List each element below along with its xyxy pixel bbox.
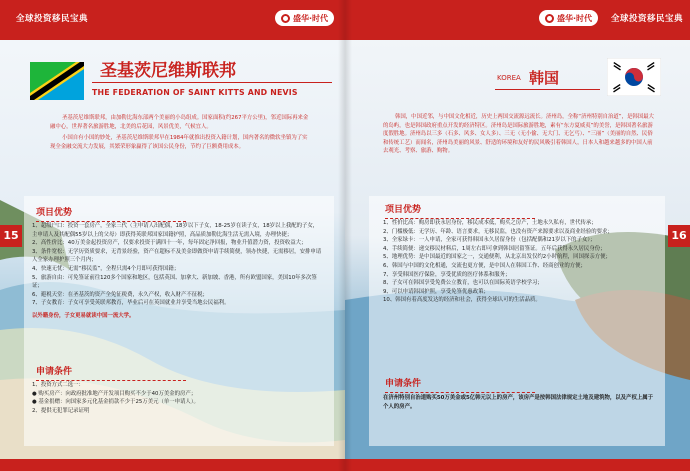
right-page (345, 0, 690, 471)
header-bar (345, 0, 690, 40)
advantage-footer: 以外籍身份，子女更易就读中国一流大学。 (32, 312, 135, 319)
flag-icon (30, 62, 84, 100)
list-item: 7、子女教育：子女可享受英联邦教育，毕业后可在英国就业并享受当地公民福利。 (32, 300, 230, 307)
intro-text (50, 114, 312, 151)
list-item: 6、避税天堂：在圣基茨的资产全免征税费，永久产权，收入财产不征税； (32, 291, 208, 298)
logo-icon (281, 14, 290, 23)
list-item: 6、韩国与中国的文化相通，交流也更方便，是中国人在韩国工作、经商创业的方便； (383, 262, 586, 269)
conditions-heading: 申请条件 (36, 364, 186, 381)
country-title-en: THE FEDERATION OF SAINT KITTS AND NEVIS (92, 88, 298, 97)
advantages-list (32, 222, 322, 321)
list-item: 9、可以申请韩国护照，享受免签优惠政策； (383, 288, 489, 295)
list-item: 1、投资方式二选一： (32, 382, 84, 388)
advantages-heading: 项目优势 (36, 205, 186, 222)
list-item: 1、超级户口：投资一套房产，全家三代（主申请人出配偶，18岁以下子女，18-25岁在读子女，18岁以上我配的子女，主申请人及其配偶55岁以上的父母）即获得英联邦国家国籍护照，高品质加勒比海生活无需入境，办理快捷； (32, 223, 319, 238)
country-title-cn: 韩国 (529, 69, 560, 87)
list-item: 10、韩国有着高度发达的经济和社会，获得全球认可的生活品质。 (383, 297, 541, 304)
logo-text: 盛华·时代 (293, 13, 329, 23)
country-title-cn: 圣基茨尼维斯联邦 (100, 61, 236, 81)
list-item: 3、条件宽松：无学历资质要求，无背景经验，资产在超标不及美金即做资申请手续简便，领办快捷，无需移居，安排申请人全家办理护照三个月内； (32, 248, 322, 264)
brand-logo (275, 10, 334, 26)
list-item: 5、地理优势：是中国最近的国家之一，交通便利，从北京出发仅约2小时航程，回国探亲方便； (383, 254, 611, 261)
list-item: ● 基金捐赠：向国家多元化基金捐款不少于25万美元（单一申请人）。 (32, 399, 199, 406)
list-item: 7、享受韩国医疗保险，享受优质的医疗体系和服务； (383, 271, 511, 278)
title-divider (92, 82, 332, 83)
logo-text: 盛华·时代 (557, 13, 593, 23)
brand-logo (539, 10, 598, 26)
conditions-heading: 申请条件 (385, 376, 535, 393)
list-item: ● 购买房产：向政府批准地产开发项目购买不少于40万美金的房产； (32, 390, 197, 397)
country-title-en: KOREA (497, 74, 521, 82)
title-divider (495, 89, 600, 90)
conditions-list (32, 381, 322, 415)
header-bar (0, 0, 345, 40)
page-number: 16 (668, 225, 690, 247)
list-item: 8、子女可在韩国享受免费公立教育，也可以在国际英语学校学习； (383, 280, 543, 287)
brand-title: 全球投资移民宝典 (611, 14, 684, 24)
list-item: 2、高性价比：40万美金起投资房产，仅要求投资于满四十一年，每年固定净回报，物业升值潜力资，投资收益大； (32, 240, 307, 247)
advantages-heading: 项目优势 (385, 202, 535, 219)
list-item: 5、旅游自由：可免签证前往120多个国家和地区，包括英国、加拿大、新加坡、香港，所有欧盟国家，美国10年多次签证； (32, 274, 317, 290)
list-item: 3、全家绿卡：一人申请，全家可获得韩国永久居留身份（包括配偶和21岁以下的子女）； (383, 237, 596, 244)
list-item: 1、性价比高：购房即获永居身份，移民成本低，购买之房产，土地永久私有，世代传承； (383, 220, 597, 226)
list-item: 2、门槛极低：无学历、年龄、语言要求，无移民监，也没有资产来源要求以及商业经验的要求； (383, 228, 613, 235)
intro-paragraph: 圣基茨尼维斯联邦，由加勒比海东部两个美丽的小岛组成。国家面积(约267平方公里)，邻近国际再来金融中心，世界著名旅游胜地，北美的后花园，风景优美，气候宜人。 (50, 115, 309, 130)
intro-paragraph: 小国自有小国的妙处，圣基茨尼维斯联邦早在1984年就推出投资入籍计划，国内著名的微软坐镇为了实现全金融交流大力发展，其繁荣形象赢得了该国公民身份，节约了巨额费用成本。 (50, 135, 308, 150)
logo-icon (545, 14, 554, 23)
conditions-text: 在济州特别自治道购买50万美金或5亿韩元以上的房产，该房产是按韩国法律规定土地及建筑物，以及产权上属于个人的房产。 (383, 395, 654, 410)
footer-bar (345, 459, 690, 471)
list-item: 2、提供无犯罪记录证明 (32, 407, 90, 414)
footer-bar (0, 459, 345, 471)
flag-icon (607, 58, 661, 96)
page-fold (338, 0, 352, 471)
list-item: 4、手续简便：递交移民材料后，1周左右即可拿到韩国居留签证。五年后获得永久居民身份； (383, 245, 606, 252)
list-item: 4、快速无忧：无需“移民监”，全程只需4个月即可获得国籍； (32, 265, 180, 272)
advantages-list (383, 219, 653, 305)
page-number: 15 (0, 225, 22, 247)
intro-text: 韩国，中国近邻，与中国文化相近，历史上两国交流源远流长。济州岛，全称“济州特别自治道”，是韩国最大的岛屿，也是韩国政府重点开发的经济特区。济州岛是国际旅游胜地，素有“东方夏威夷”的美誉，是韩国著名旅游度假胜地。济州岛以三多（石多、风多、女人多）、三无（无小偷、无大门、无乞丐）、“三丽”（美丽的自然、民俗和传统工艺）而闻名，济州岛美丽的风景、舒适的环境和友好的民风吸引着韩国人，日本人和越来越多的中国人前去观光、考察、旅游、购物。 (383, 114, 654, 155)
brand-title: 全球投资移民宝典 (16, 14, 89, 24)
